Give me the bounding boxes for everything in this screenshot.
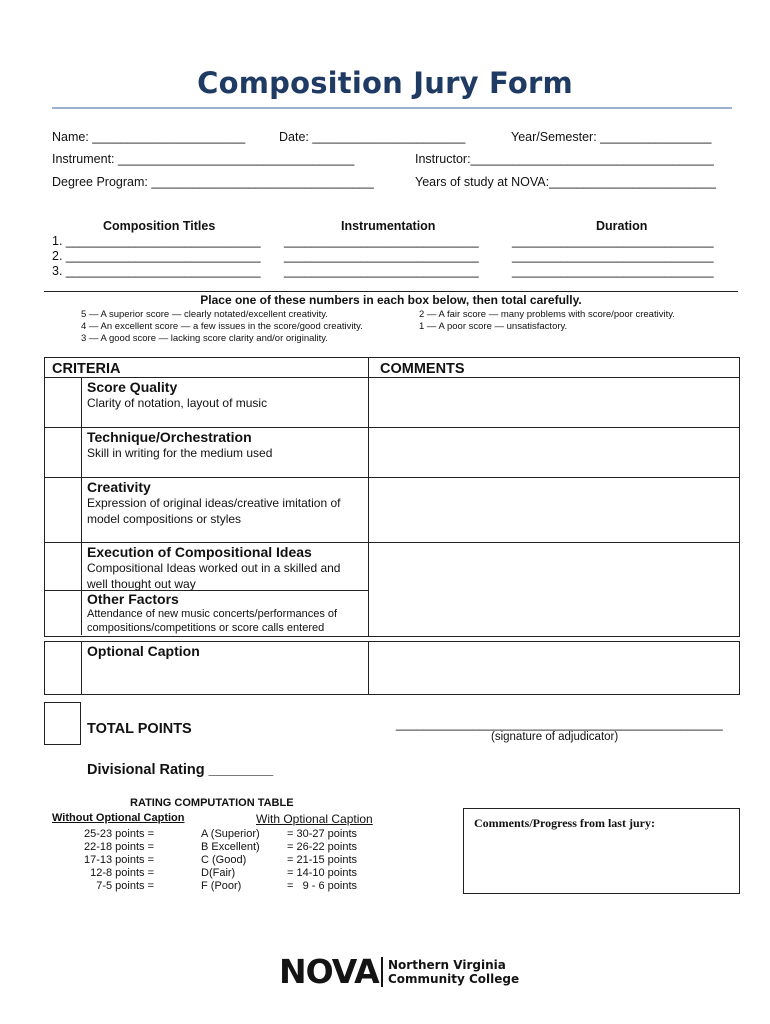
score-box-execution[interactable] — [45, 543, 81, 590]
rating-table-title: RATING COMPUTATION TABLE — [130, 797, 294, 809]
progress-comments-label: Comments/Progress from last jury: — [474, 816, 655, 830]
score-box-technique[interactable] — [45, 428, 81, 477]
signature-caption: (signature of adjudicator) — [491, 731, 619, 743]
score-box-score-quality[interactable] — [45, 378, 81, 427]
name-field[interactable]: Name: ______________________ — [52, 130, 246, 144]
score-1-legend: 1 — A poor score — unsatisfactory. — [419, 321, 568, 332]
rating-without-a: 25-23 points = — [83, 828, 154, 840]
score-5-legend: 5 — A superior score — clearly notated/excellent creativity. — [81, 309, 328, 320]
rating-with-f: = 9 - 6 points — [287, 880, 358, 892]
criterion-title: Technique/Orchestration — [87, 429, 252, 445]
date-field[interactable]: Date: ______________________ — [279, 130, 466, 144]
comments-header: COMMENTS — [380, 361, 465, 377]
year-semester-field[interactable]: Year/Semester: ________________ — [511, 130, 712, 144]
criteria-header: CRITERIA — [52, 361, 121, 377]
comment-cell-technique[interactable] — [369, 428, 738, 477]
title-divider — [52, 107, 732, 109]
score-4-legend: 4 — An excellent score — a few issues in the score/good creativity. — [81, 321, 363, 332]
duration-header: Duration — [596, 219, 648, 233]
rating-without-d: 12-8 points = — [90, 867, 154, 879]
instrumentation-header: Instrumentation — [341, 219, 436, 233]
criterion-description: Skill in writing for the medium used — [87, 446, 273, 460]
criterion-description: Clarity of notation, layout of music — [87, 396, 268, 410]
rating-with-d: = 14-10 points — [287, 867, 358, 879]
section-divider — [44, 291, 738, 292]
title-row-3-duration[interactable]: _____________________________ — [512, 264, 714, 278]
logo-line-2: Community College — [388, 972, 520, 986]
criterion-description: Expression of original ideas/creative imitation of model compositions or styles — [87, 496, 341, 526]
score-box-creativity[interactable] — [45, 478, 81, 542]
rating-grade-a: A (Superior) — [201, 828, 260, 840]
rating-with-b: = 26-22 points — [287, 841, 358, 853]
title-row-2-instrumentation[interactable]: ____________________________ — [284, 249, 479, 263]
criterion-title: Other Factors — [87, 591, 179, 607]
logo-line-1: Northern Virginia — [388, 958, 506, 972]
total-points-box[interactable] — [44, 702, 81, 745]
comment-cell-score-quality[interactable] — [369, 378, 738, 427]
rating-without-c: 17-13 points = — [83, 854, 154, 866]
title-row-2-duration[interactable]: _____________________________ — [512, 249, 714, 263]
rating-grade-b: B Excellent) — [201, 841, 260, 853]
optional-score-divider — [81, 641, 82, 694]
criterion-title: Score Quality — [87, 379, 178, 395]
titles-header: Composition Titles — [103, 219, 216, 233]
nova-logo-wordmark: NOVA — [279, 952, 379, 991]
criterion-description: Attendance of new music concerts/performances of compositions/competitions or score calls entered — [87, 608, 338, 634]
rating-with-c: = 21-15 points — [287, 854, 358, 866]
title-row-1-instrumentation[interactable]: ____________________________ — [284, 234, 479, 248]
score-3-legend: 3 — A good score — lacking score clarity and/or originality. — [81, 333, 328, 344]
logo-divider — [381, 957, 383, 987]
score-column-divider — [81, 378, 82, 635]
score-2-legend: 2 — A fair score — many problems with score/poor creativity. — [419, 309, 675, 320]
page-title: Composition Jury Form — [197, 66, 573, 100]
title-row-3-instrumentation[interactable]: ____________________________ — [284, 264, 479, 278]
criterion-title: Execution of Compositional Ideas — [87, 544, 312, 560]
divisional-rating[interactable]: Divisional Rating ________ — [87, 762, 274, 778]
without-caption-header: Without Optional Caption — [52, 812, 185, 824]
comment-cell-execution-other[interactable] — [369, 543, 738, 635]
rating-grade-d: D(Fair) — [201, 867, 236, 879]
score-box-other-factors[interactable] — [45, 591, 81, 635]
instrument-field[interactable]: Instrument: __________________________________ — [52, 152, 355, 166]
degree-program-field[interactable]: Degree Program: ________________________________ — [52, 175, 374, 189]
instructor-field[interactable]: Instructor:___________________________________ — [415, 152, 714, 166]
signature-line[interactable]: _______________________________________________ — [396, 717, 723, 731]
title-row-3-title[interactable]: 3. ____________________________ — [52, 264, 261, 278]
comment-cell-creativity[interactable] — [369, 478, 738, 542]
score-box-optional-caption[interactable] — [45, 642, 81, 694]
rating-grade-c: C (Good) — [201, 854, 247, 866]
rating-with-a: = 30-27 points — [287, 828, 358, 840]
rating-without-b: 22-18 points = — [83, 841, 154, 853]
with-caption-header: With Optional Caption — [256, 812, 373, 826]
total-points-label: TOTAL POINTS — [87, 721, 192, 737]
years-study-field[interactable]: Years of study at NOVA:________________________ — [415, 175, 716, 189]
title-row-2-title[interactable]: 2. ____________________________ — [52, 249, 261, 263]
criterion-description: Compositional Ideas worked out in a skilled and well thought out way — [87, 561, 341, 591]
rating-without-f: 7-5 points = — [96, 880, 154, 892]
criterion-title: Creativity — [87, 479, 151, 495]
optional-caption-title: Optional Caption — [87, 643, 200, 659]
rating-grade-f: F (Poor) — [201, 880, 242, 892]
title-row-1-duration[interactable]: _____________________________ — [512, 234, 714, 248]
scoring-instruction: Place one of these numbers in each box below, then total carefully. — [200, 293, 582, 307]
title-row-1-title[interactable]: 1. ____________________________ — [52, 234, 261, 248]
comment-cell-optional-caption[interactable] — [369, 642, 738, 694]
